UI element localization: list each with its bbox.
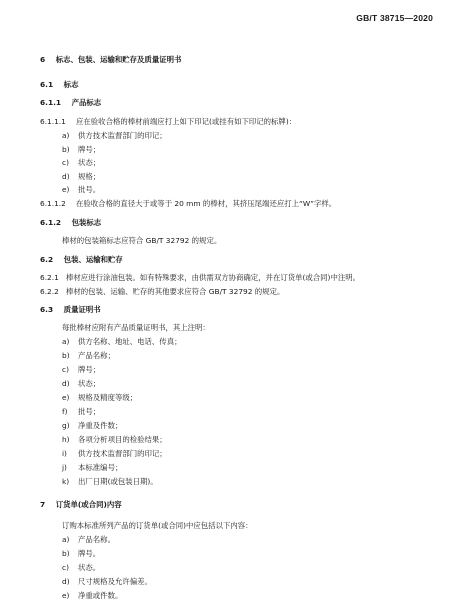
list-marker: e)	[62, 591, 70, 600]
clause-text: 棒材的包装、运输、贮存的其他要求应符合 GB/T 32792 的规定。	[66, 287, 285, 296]
section-6-heading	[40, 55, 181, 65]
list-marker: a)	[62, 131, 70, 140]
list-item: 牌号。	[78, 549, 101, 558]
list-item: 状态；	[78, 158, 101, 167]
list-marker: c)	[62, 365, 69, 374]
list-item: 批号。	[78, 185, 101, 194]
clause-number: 6.1.1.2	[40, 199, 66, 208]
section-number: 6.1.2	[40, 218, 62, 227]
list-marker: g)	[62, 421, 70, 430]
standard-code: GB/T 38715—2020	[356, 13, 433, 23]
list-marker: b)	[62, 351, 70, 360]
section-title: 标志	[63, 80, 79, 89]
section-number: 6.1.1	[40, 98, 62, 107]
list-marker: h)	[62, 435, 70, 444]
list-item: 状态；	[78, 379, 101, 388]
clause-text: 应在验收合格的棒材前端应打上如下印记(或挂有如下印记的标牌)：	[76, 117, 297, 126]
clause-text: 棒材应进行涂油包装。如有特殊要求，由供需双方协商确定，并在订货单(或合同)中注明。	[66, 273, 361, 282]
clause-number: 6.2.1	[40, 273, 59, 282]
list-item: 产品名称；	[78, 351, 115, 360]
section-7-heading	[40, 500, 122, 510]
list-marker: d)	[62, 577, 70, 586]
list-marker: c)	[62, 158, 69, 167]
list-marker: a)	[62, 535, 70, 544]
section-6-1-2-heading	[40, 218, 101, 228]
paragraph: 棒材的包装箱标志应符合 GB/T 32792 的规定。	[62, 236, 222, 245]
list-marker: d)	[62, 379, 70, 388]
section-6-3-heading	[40, 305, 101, 315]
list-marker: b)	[62, 145, 70, 154]
section-title: 包装标志	[71, 218, 102, 227]
list-marker: e)	[62, 185, 70, 194]
list-item: 产品名称。	[78, 535, 115, 544]
list-item: 供方技术监督部门的印记；	[78, 449, 167, 458]
section-title: 标志、包装、运输和贮存及质量证明书	[55, 55, 182, 64]
list-item: 供方技术监督部门的印记；	[78, 131, 167, 140]
list-marker: j)	[62, 463, 67, 472]
list-item: 尺寸规格及允许偏差。	[78, 577, 152, 586]
section-6-1-1-heading	[40, 98, 101, 108]
list-item: 规格；	[78, 172, 101, 181]
clause-number: 6.1.1.1	[40, 117, 66, 126]
clause-text: 在验收合格的直径大于或等于 20 mm 的棒材，其挤压尾端还应打上“W”字样。	[76, 199, 337, 208]
section-6-1-heading	[40, 80, 78, 90]
list-marker: c)	[62, 563, 69, 572]
section-title: 质量证明书	[63, 305, 101, 314]
list-marker: k)	[62, 477, 70, 486]
section-number: 6.1	[40, 80, 54, 89]
section-title: 包装、运输和贮存	[63, 255, 123, 264]
section-number: 7	[40, 500, 46, 509]
list-item: 规格及精度等级；	[78, 393, 138, 402]
section-number: 6.3	[40, 305, 54, 314]
paragraph: 每批棒材应附有产品质量证明书，其上注明：	[62, 323, 210, 332]
list-item: 供方名称、地址、电话、传真；	[78, 337, 182, 346]
section-number: 6.2	[40, 255, 54, 264]
list-marker: d)	[62, 172, 70, 181]
list-marker: e)	[62, 393, 70, 402]
paragraph: 订购本标准所列产品的订货单(或合同)中应包括以下内容：	[62, 521, 253, 530]
list-item: 本标准编号；	[78, 463, 123, 472]
list-marker: f)	[62, 407, 68, 416]
section-title: 订货单(或合同)内容	[55, 500, 122, 509]
list-item: 状态。	[78, 563, 101, 572]
section-number: 6	[40, 55, 46, 64]
list-marker: b)	[62, 549, 70, 558]
list-item: 出厂日期(或包装日期)。	[78, 477, 158, 486]
list-item: 牌号；	[78, 145, 101, 154]
section-6-2-heading	[40, 255, 123, 265]
list-item: 批号；	[78, 407, 101, 416]
clause-number: 6.2.2	[40, 287, 59, 296]
list-item: 牌号；	[78, 365, 101, 374]
list-marker: i)	[62, 449, 67, 458]
section-title: 产品标志	[71, 98, 102, 107]
list-item: 净重及件数；	[78, 421, 123, 430]
list-item: 净重或件数。	[78, 591, 123, 600]
list-marker: a)	[62, 337, 70, 346]
list-item: 各项分析项目的检验结果；	[78, 435, 167, 444]
